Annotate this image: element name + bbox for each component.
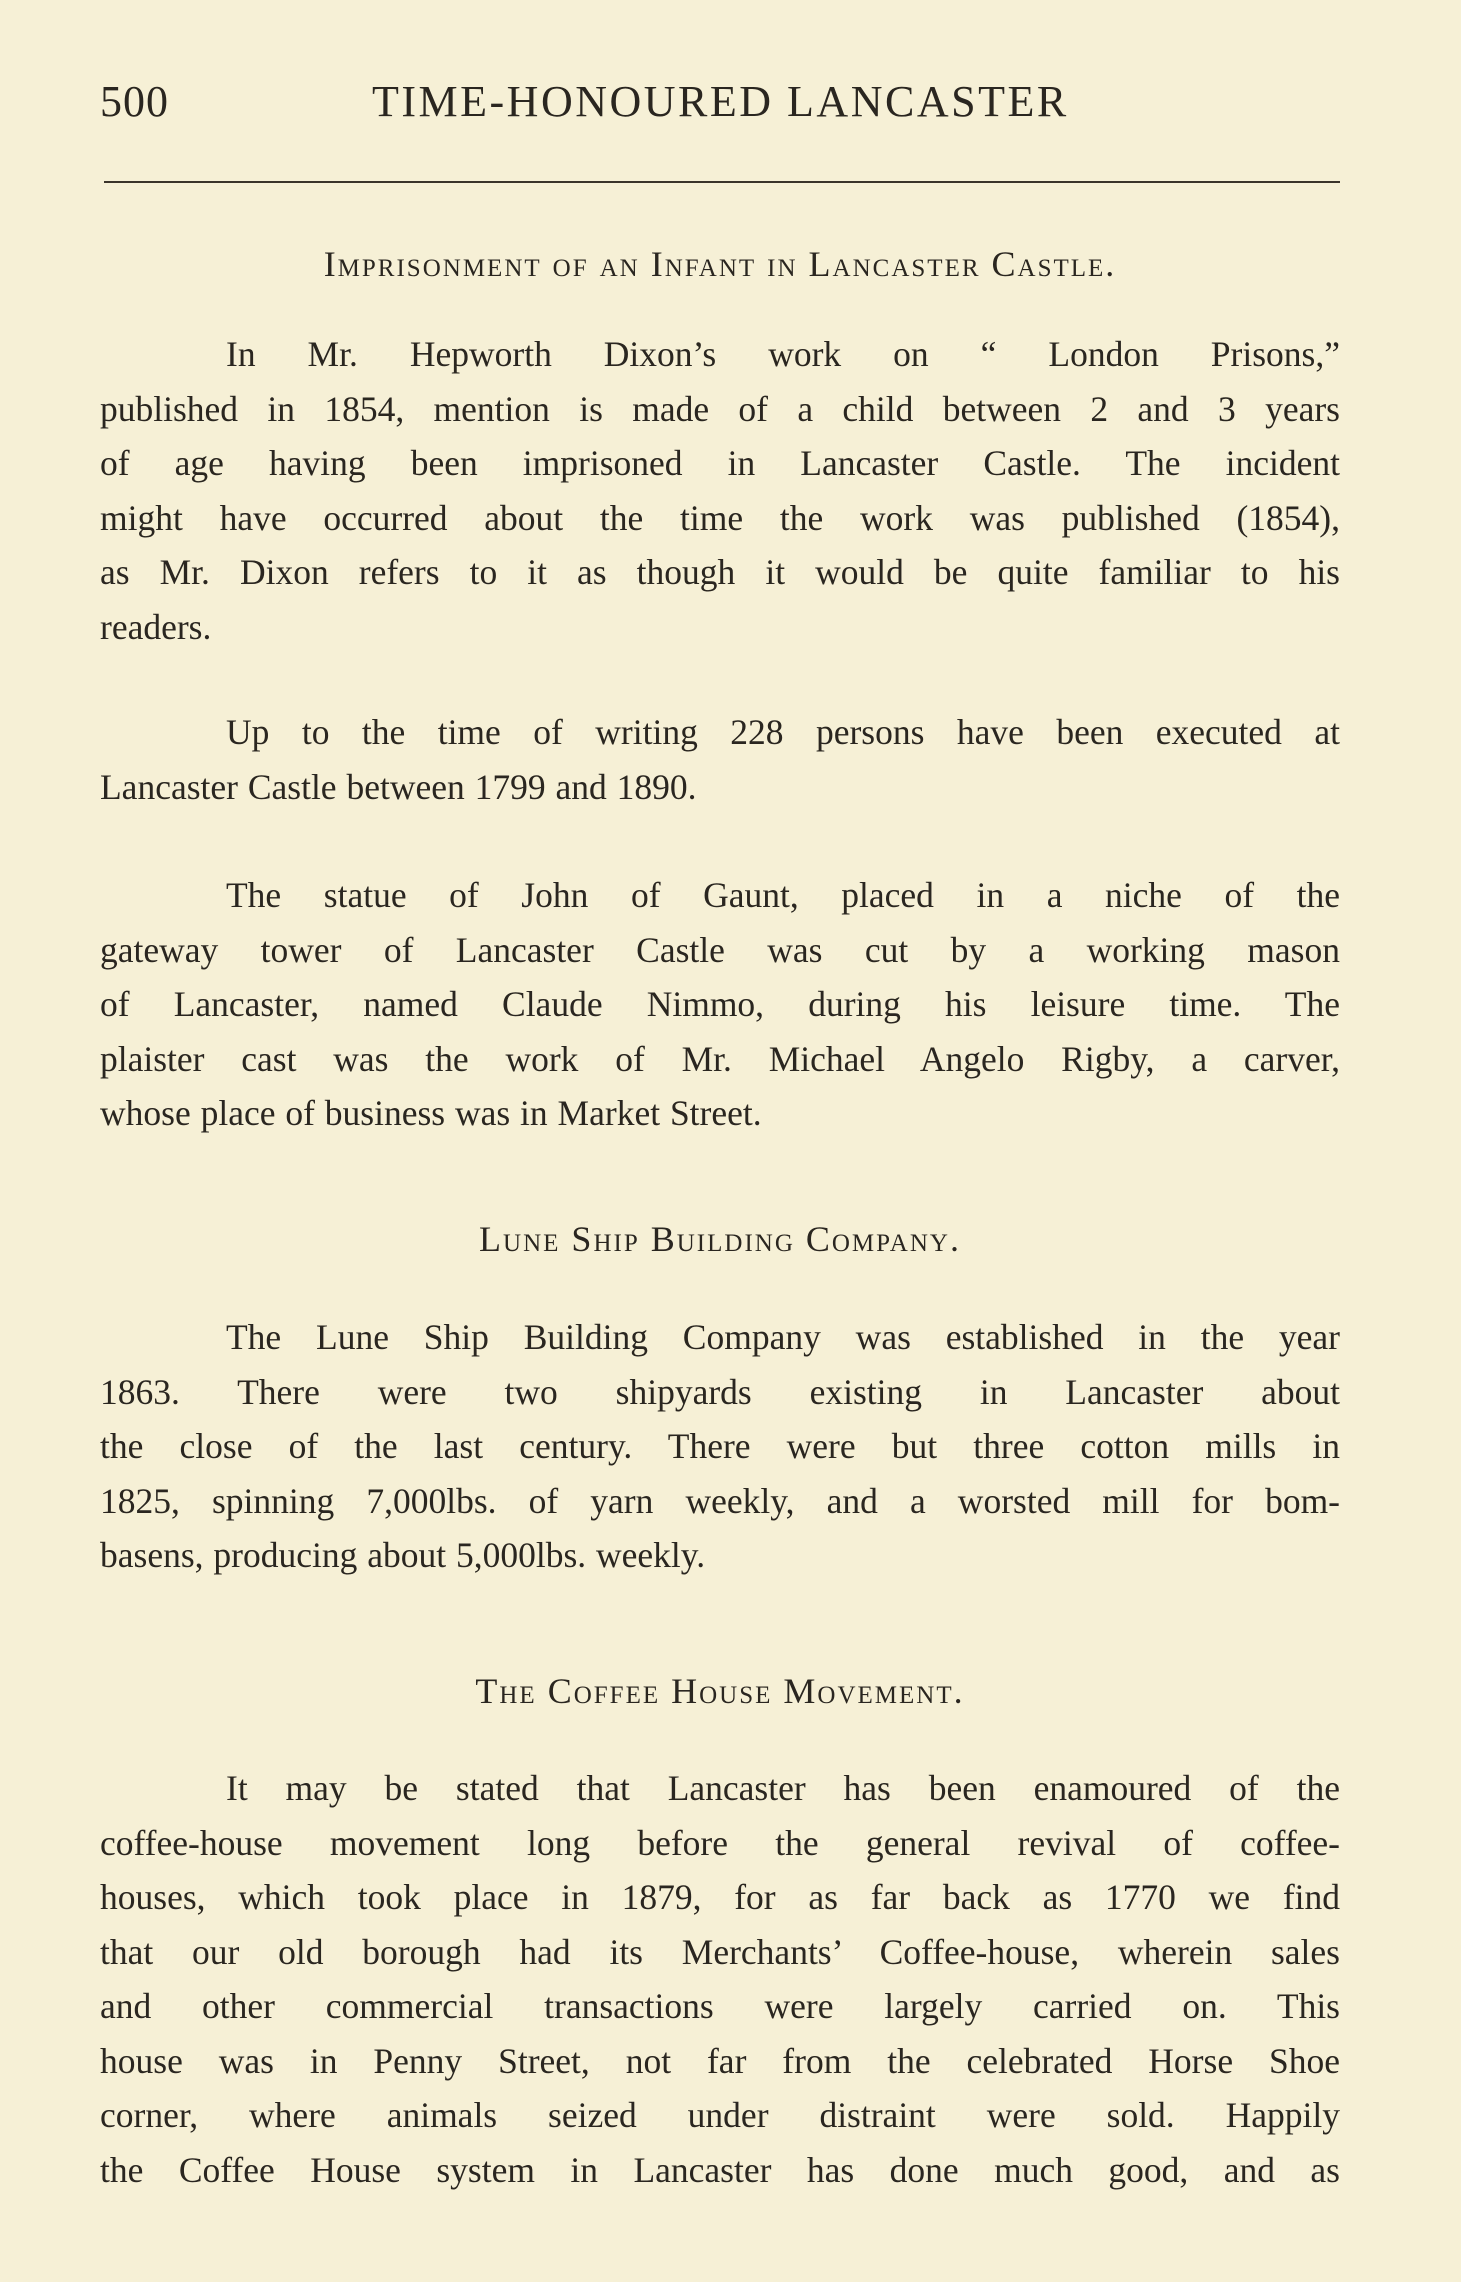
section-heading-coffee: The Coffee House Movement. [475, 1671, 965, 1711]
text-line: that our old borough had its Merchants’ Coffee-house, wherein sales [100, 1931, 1340, 1972]
text-line: of Lancaster, named Claude Nimmo, during his leisure time. The [100, 984, 1340, 1024]
paragraph-infant-1 [100, 327, 1340, 654]
text-line: the close of the last century. There were but three cotton mills in [100, 1426, 1340, 1466]
text-line: basens, producing about 5,000lbs. weekly. [100, 1535, 706, 1575]
text-line: might have occurred about the time the work was published (1854), [100, 497, 1340, 538]
paragraph-lune-1 [100, 1310, 1340, 1583]
text-line: Lancaster Castle between 1799 and 1890. [100, 766, 697, 807]
text-line: It may be stated that Lancaster has been enamoured of the [226, 1768, 1340, 1808]
text-line: whose place of business was in Market Street. [100, 1093, 762, 1133]
text-line: the Coffee House system in Lancaster has done much good, and as [100, 2149, 1340, 2190]
text-line: of age having been imprisoned in Lancaster Castle. The incident [100, 443, 1340, 483]
section-heading-infant: Imprisonment of an Infant in Lancaster Castle. [323, 244, 1117, 284]
text-line: gateway tower of Lancaster Castle was cut by a working mason [100, 929, 1340, 970]
section-heading-lune: Lune Ship Building Company. [479, 1219, 961, 1259]
paragraph-executions [100, 705, 1340, 814]
paragraph-coffee-1 [100, 1761, 1340, 2197]
paragraph-john-of-gaunt [100, 868, 1340, 1141]
text-line: plaister cast was the work of Mr. Michael Angelo Rigby, a carver, [100, 1038, 1340, 1079]
text-line: and other commercial transactions were largely carried on. This [100, 1986, 1340, 2026]
text-line: readers. [100, 606, 212, 647]
header-rule [104, 181, 1340, 183]
text-line: house was in Penny Street, not far from the celebrated Horse Shoe [100, 2040, 1340, 2081]
running-head [100, 76, 1340, 136]
text-line: corner, where animals seized under distraint were sold. Happily [100, 2095, 1340, 2135]
running-title: TIME-HONOURED LANCASTER [372, 77, 1069, 126]
text-line: In Mr. Hepworth Dixon’s work on “ London Prisons,” [226, 334, 1340, 374]
text-line: published in 1854, mention is made of a child between 2 and 3 years [100, 388, 1340, 429]
text-line: houses, which took place in 1879, for as far back as 1770 we find [100, 1877, 1340, 1917]
text-line: 1863. There were two shipyards existing in Lancaster about [100, 1371, 1340, 1412]
text-line: The Lune Ship Building Company was established in the year [226, 1317, 1340, 1357]
text-line: as Mr. Dixon refers to it as though it would be quite familiar to his [100, 552, 1340, 592]
text-line: 1825, spinning 7,000lbs. of yarn weekly, and a worsted mill for bom- [100, 1480, 1340, 1521]
text-line: The statue of John of Gaunt, placed in a niche of the [226, 875, 1340, 915]
page-number: 500 [100, 77, 169, 126]
text-line: coffee-house movement long before the general revival of coffee- [100, 1822, 1340, 1863]
text-line: Up to the time of writing 228 persons have been executed at [226, 712, 1340, 752]
